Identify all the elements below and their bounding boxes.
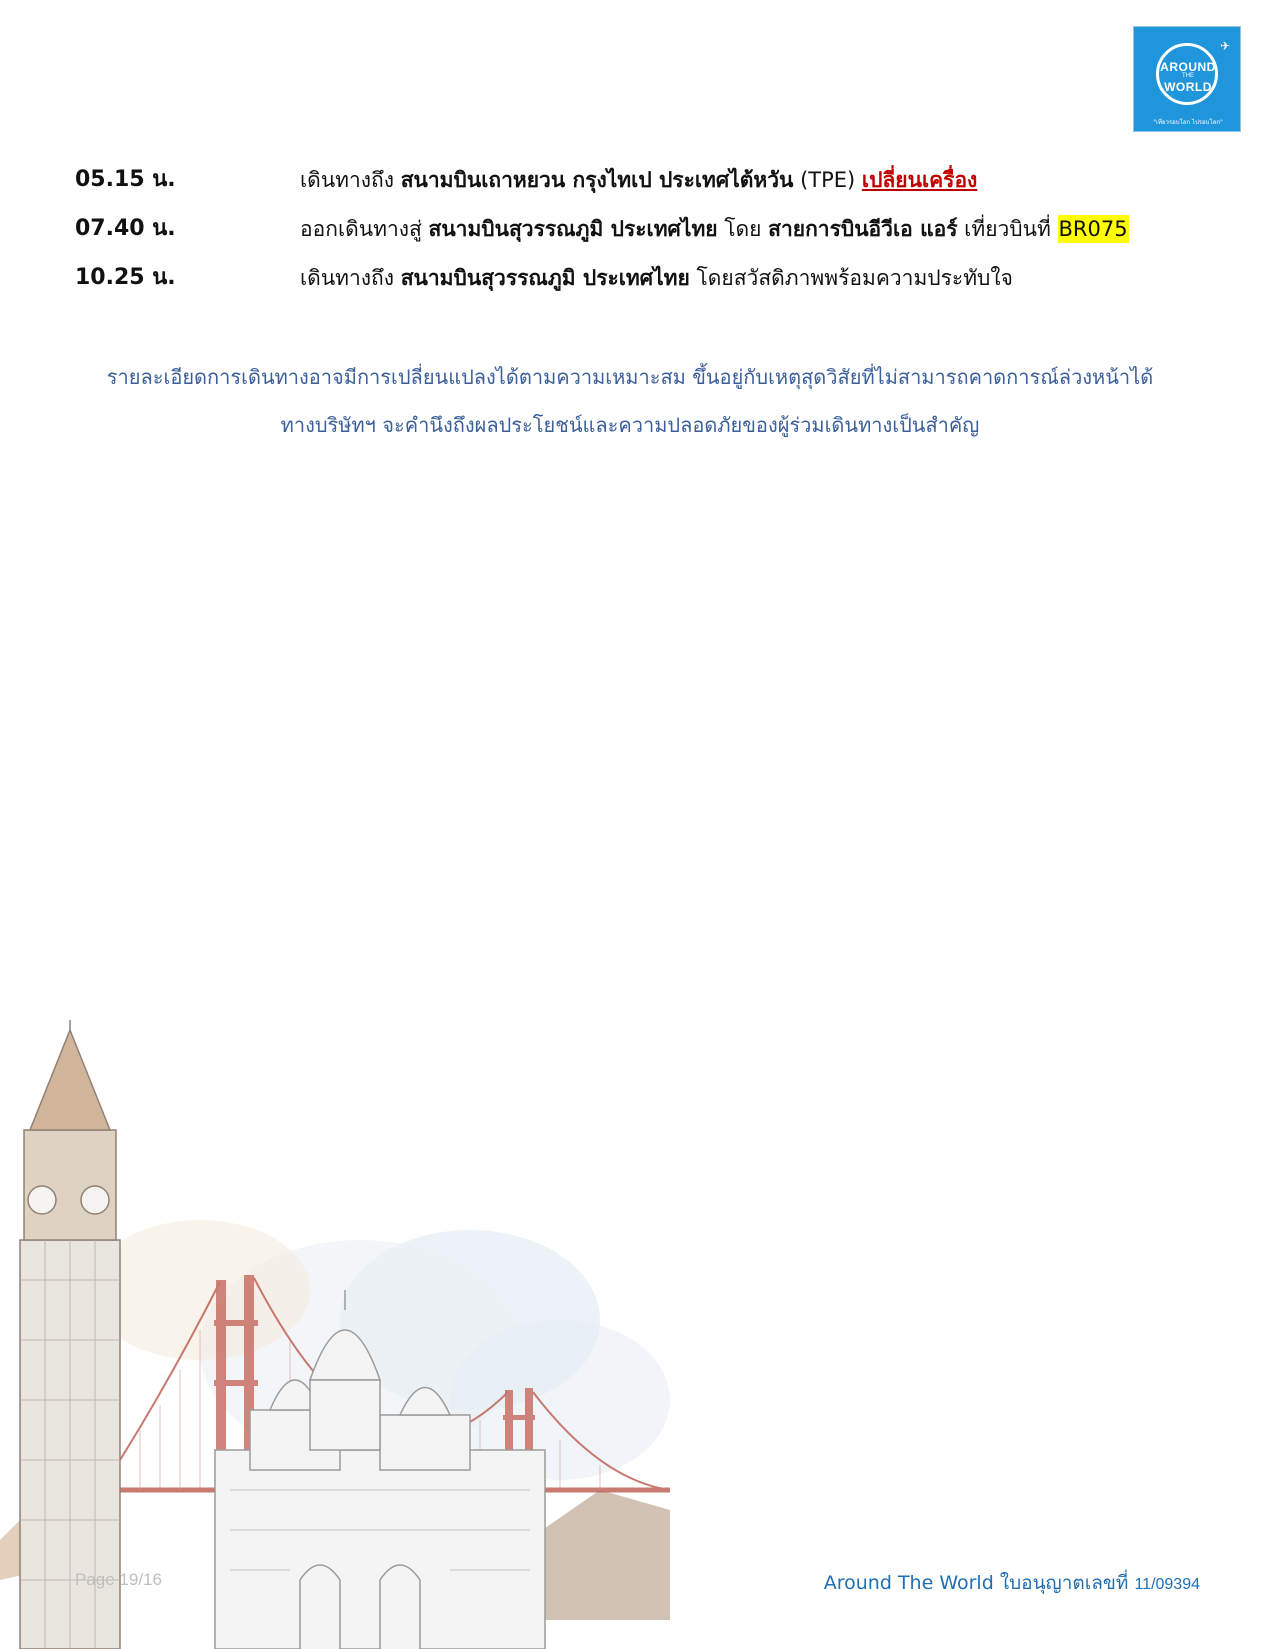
itinerary-description bbox=[300, 213, 1129, 245]
airline-name: สายการบินอีวีเอ แอร์ bbox=[768, 217, 958, 241]
logo-text-the: THE bbox=[1182, 73, 1194, 79]
page-number: Page 19/16 bbox=[75, 1570, 162, 1589]
footer-license bbox=[780, 1568, 1200, 1598]
desc-text: โดยสวัสดิภาพพร้อมความประทับใจ bbox=[689, 266, 1013, 290]
flight-number: BR075 bbox=[1058, 217, 1128, 241]
itinerary-description bbox=[300, 164, 977, 196]
landmarks-watercolor-illustration bbox=[0, 1020, 680, 1649]
desc-text: โดย bbox=[717, 217, 769, 241]
disclaimer-line-1: รายละเอียดการเดินทางอาจมีการเปลี่ยนแปลงได้ตามความเหมาะสม ขึ้นอยู่กับเหตุสุดวิสัยที่ไม่สามารถคาดการณ์ล่วงหน้าได้ bbox=[106, 365, 1154, 389]
transfer-notice: เปลี่ยนเครื่อง bbox=[861, 168, 978, 192]
disclaimer-line-2: ทางบริษัทฯ จะคำนึงถึงผลประโยชน์และความปลอดภัยของผู้ร่วมเดินทางเป็นสำคัญ bbox=[280, 413, 980, 437]
itinerary-description bbox=[300, 262, 1013, 294]
desc-text: เดินทางถึง bbox=[300, 266, 401, 290]
desc-text: ออกเดินทางสู่ bbox=[300, 217, 429, 241]
itinerary-time: 07.40 น. bbox=[75, 216, 176, 241]
logo-tagline: "เที่ยวรอบโลก ไปรอบโลก" bbox=[1153, 119, 1223, 126]
logo-text-around: AROUND bbox=[1160, 60, 1216, 74]
company-logo bbox=[1133, 26, 1241, 132]
itinerary-time: 10.25 น. bbox=[75, 265, 176, 290]
airport-name: สนามบินสุวรรณภูมิ ประเทศไทย bbox=[428, 217, 718, 241]
itinerary-time: 05.15 น. bbox=[75, 167, 176, 192]
itinerary-row bbox=[75, 213, 1225, 245]
footer-license-label: ใบอนุญาตเลขที่ bbox=[993, 1572, 1135, 1594]
itinerary-row bbox=[75, 164, 1225, 196]
airport-name: สนามบินเถาหยวน กรุงไทเป ประเทศไต้หวัน bbox=[400, 168, 794, 192]
desc-text: (TPE) bbox=[793, 168, 862, 192]
desc-text: เที่ยวบินที่ bbox=[957, 217, 1058, 241]
desc-text: เดินทางถึง bbox=[300, 168, 401, 192]
footer-license-number: 11/09394 bbox=[1134, 1576, 1200, 1593]
itinerary-row bbox=[75, 262, 1225, 294]
airplane-icon: ✈ bbox=[1219, 39, 1230, 53]
footer-company-name: Around The World bbox=[823, 1572, 994, 1594]
airport-name: สนามบินสุวรรณภูมิ ประเทศไทย bbox=[400, 266, 690, 290]
logo-text-world: WORLD bbox=[1164, 80, 1212, 94]
